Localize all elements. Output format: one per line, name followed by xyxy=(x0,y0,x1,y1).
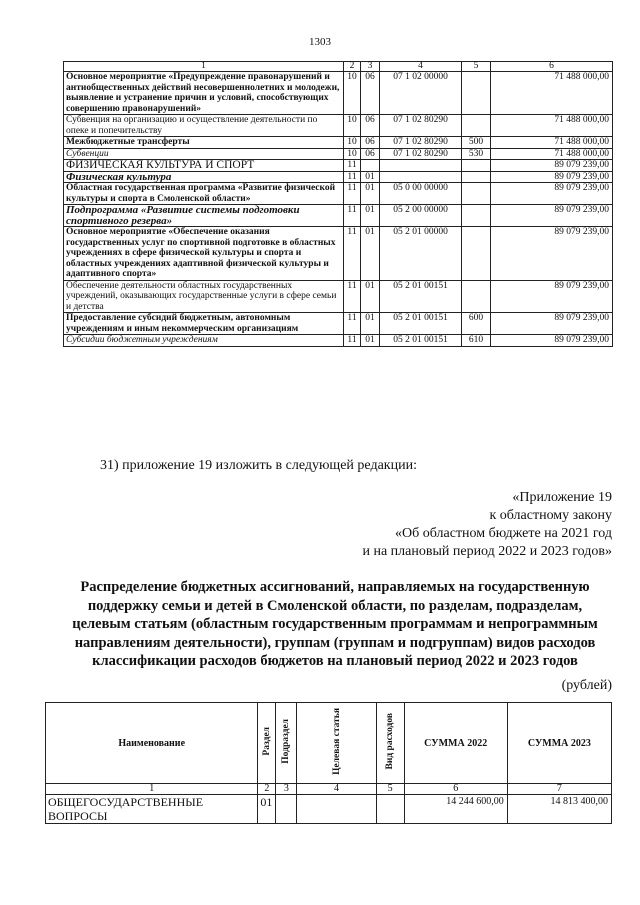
row-name: Физическая культура xyxy=(64,171,344,183)
header-razdel xyxy=(258,703,276,784)
header-expense-type xyxy=(376,703,404,784)
approval-line: к областному закону xyxy=(489,508,612,523)
row-expense-type xyxy=(462,171,491,183)
row-expense-type xyxy=(462,183,491,205)
row-expense-type xyxy=(462,115,491,137)
column-number-4: 4 xyxy=(297,784,376,795)
header-podrazdel xyxy=(276,703,297,784)
row-target-article: 05 0 00 00000 xyxy=(380,183,462,205)
table-row xyxy=(64,183,613,205)
row-sum: 89 079 239,00 xyxy=(491,280,613,313)
row-razdel: 11 xyxy=(344,205,361,227)
row-name: Предоставление субсидий бюджетным, автономным учреждениям и иным некоммерческим организациям xyxy=(64,313,344,335)
row-razdel: 11 xyxy=(344,171,361,183)
row-target-article: 05 2 00 00000 xyxy=(380,205,462,227)
column-number-3: 3 xyxy=(361,62,380,72)
row-razdel: 11 xyxy=(344,183,361,205)
row-razdel: 11 xyxy=(344,280,361,313)
row-razdel: 11 xyxy=(344,227,361,281)
row-target-article: 07 1 02 80290 xyxy=(380,148,462,160)
header-podrazdel-text: Подраздел xyxy=(281,719,292,764)
table-row xyxy=(64,335,613,347)
header-name: Наименование xyxy=(46,703,258,784)
row-podrazdel: 06 xyxy=(361,137,380,149)
row-name: ОБЩЕГОСУДАРСТВЕННЫЕ ВОПРОСЫ xyxy=(46,795,258,824)
row-target-article xyxy=(380,160,462,172)
row-sum: 89 079 239,00 xyxy=(491,160,613,172)
row-sum: 89 079 239,00 xyxy=(491,205,613,227)
column-number-6: 6 xyxy=(404,784,507,795)
row-expense-type: 600 xyxy=(462,313,491,335)
row-target-article xyxy=(380,171,462,183)
table-header-row xyxy=(64,62,613,72)
table-row xyxy=(64,115,613,137)
table-row xyxy=(64,227,613,281)
row-name: ФИЗИЧЕСКАЯ КУЛЬТУРА И СПОРТ xyxy=(64,160,344,172)
column-number-6: 6 xyxy=(491,62,613,72)
row-expense-type: 500 xyxy=(462,137,491,149)
row-sum-2023: 14 813 400,00 xyxy=(507,795,611,824)
row-podrazdel: 01 xyxy=(361,227,380,281)
row-name: Субвенции xyxy=(64,148,344,160)
document-title: Распределение бюджетных ассигнований, направляемых на государственную поддержку семьи и детей в Смоленской области, по разделам, подразделам, целевым статьям (областным государственным программам и непрограммным направлениям деятельности), группам (группам и подгруппам) видов расходов классификации расходов бюджетов на плановый период 2022 и 2023 годов xyxy=(72,579,598,670)
column-number-5: 5 xyxy=(462,62,491,72)
row-target-article: 05 2 01 00151 xyxy=(380,280,462,313)
table-row xyxy=(64,205,613,227)
column-number-1: 1 xyxy=(64,62,344,72)
row-razdel: 01 xyxy=(258,795,276,824)
row-expense-type xyxy=(462,227,491,281)
row-name: Субсидии бюджетным учреждениям xyxy=(64,335,344,347)
row-sum: 89 079 239,00 xyxy=(491,183,613,205)
row-target-article: 05 2 01 00151 xyxy=(380,313,462,335)
row-expense-type xyxy=(462,280,491,313)
row-razdel: 11 xyxy=(344,335,361,347)
row-podrazdel: 06 xyxy=(361,148,380,160)
page-number: 1303 xyxy=(309,36,331,48)
header-target-article-text: Целевая статья xyxy=(331,708,342,775)
row-podrazdel: 01 xyxy=(361,171,380,183)
units-label: (рублей) xyxy=(561,678,612,693)
row-name: Обеспечение деятельности областных государственных учреждений, оказывающих государственные услуги в сфере семьи и детства xyxy=(64,280,344,313)
column-number-2: 2 xyxy=(258,784,276,795)
row-razdel: 10 xyxy=(344,148,361,160)
budget-table-2022-2023 xyxy=(45,702,612,824)
table-header-row xyxy=(46,703,612,784)
row-podrazdel: 06 xyxy=(361,115,380,137)
row-expense-type xyxy=(462,72,491,115)
header-expense-type-text: Вид расходов xyxy=(385,713,396,770)
row-target-article xyxy=(297,795,376,824)
row-sum: 71 488 000,00 xyxy=(491,115,613,137)
approval-line: «Об областном бюджете на 2021 год xyxy=(395,526,612,541)
row-sum: 89 079 239,00 xyxy=(491,335,613,347)
table-row xyxy=(64,72,613,115)
column-number-3: 3 xyxy=(276,784,297,795)
table-row xyxy=(64,160,613,172)
table-row xyxy=(46,795,612,824)
row-razdel: 10 xyxy=(344,137,361,149)
row-podrazdel: 01 xyxy=(361,205,380,227)
row-target-article: 07 1 02 80290 xyxy=(380,115,462,137)
row-name: Межбюджетные трансферты xyxy=(64,137,344,149)
table-row xyxy=(64,148,613,160)
amendment-item-31: 31) приложение 19 изложить в следующей редакции: xyxy=(100,458,417,473)
row-name: Областная государственная программа «Развитие физической культуры и спорта в Смоленской области» xyxy=(64,183,344,205)
row-expense-type: 530 xyxy=(462,148,491,160)
row-target-article: 05 2 01 00000 xyxy=(380,227,462,281)
column-number-7: 7 xyxy=(507,784,611,795)
row-podrazdel: 01 xyxy=(361,280,380,313)
row-razdel: 10 xyxy=(344,115,361,137)
row-target-article: 05 2 01 00151 xyxy=(380,335,462,347)
table-row xyxy=(64,137,613,149)
row-podrazdel: 01 xyxy=(361,335,380,347)
row-razdel: 11 xyxy=(344,313,361,335)
row-expense-type xyxy=(376,795,404,824)
row-expense-type xyxy=(462,205,491,227)
row-name: Подпрограмма «Развитие системы подготовки спортивного резерва» xyxy=(64,205,344,227)
row-sum: 89 079 239,00 xyxy=(491,313,613,335)
row-name: Основное мероприятие «Предупреждение правонарушений и антиобщественных действий несовершеннолетних и молодежи, выявление и устранение причин и условий, способствующих совершению правонарушений» xyxy=(64,72,344,115)
row-sum: 71 488 000,00 xyxy=(491,148,613,160)
row-podrazdel xyxy=(361,160,380,172)
budget-table-continued xyxy=(63,61,613,347)
row-sum: 89 079 239,00 xyxy=(491,171,613,183)
table-row xyxy=(64,280,613,313)
row-podrazdel: 01 xyxy=(361,313,380,335)
approval-line: «Приложение 19 xyxy=(512,490,612,505)
row-target-article: 07 1 02 00000 xyxy=(380,72,462,115)
row-name: Субвенция на организацию и осуществление деятельности по опеке и попечительству xyxy=(64,115,344,137)
table-row xyxy=(64,313,613,335)
header-sum-2023: СУММА 2023 xyxy=(507,703,611,784)
row-target-article: 07 1 02 80290 xyxy=(380,137,462,149)
row-sum: 71 488 000,00 xyxy=(491,72,613,115)
row-podrazdel: 01 xyxy=(361,183,380,205)
table-row xyxy=(64,171,613,183)
column-number-1: 1 xyxy=(46,784,258,795)
column-number-5: 5 xyxy=(376,784,404,795)
row-razdel: 10 xyxy=(344,72,361,115)
row-expense-type: 610 xyxy=(462,335,491,347)
header-razdel-text: Раздел xyxy=(261,727,272,756)
row-podrazdel xyxy=(276,795,297,824)
row-razdel: 11 xyxy=(344,160,361,172)
header-target-article xyxy=(297,703,376,784)
row-sum: 71 488 000,00 xyxy=(491,137,613,149)
header-sum-2022: СУММА 2022 xyxy=(404,703,507,784)
row-name: Основное мероприятие «Обеспечение оказания государственных услуг по спортивной подготовке в областных учреждениях в сфере физической культуры и спорта и областных учреждениях адаптивной физической культуры и адаптивного спорта» xyxy=(64,227,344,281)
appendix-approval-block xyxy=(362,489,612,561)
column-number-2: 2 xyxy=(344,62,361,72)
column-number-4: 4 xyxy=(380,62,462,72)
row-sum-2022: 14 244 600,00 xyxy=(404,795,507,824)
row-sum: 89 079 239,00 xyxy=(491,227,613,281)
row-podrazdel: 06 xyxy=(361,72,380,115)
row-expense-type xyxy=(462,160,491,172)
column-numbers-row xyxy=(46,784,612,795)
approval-line: и на плановый период 2022 и 2023 годов» xyxy=(362,544,612,559)
